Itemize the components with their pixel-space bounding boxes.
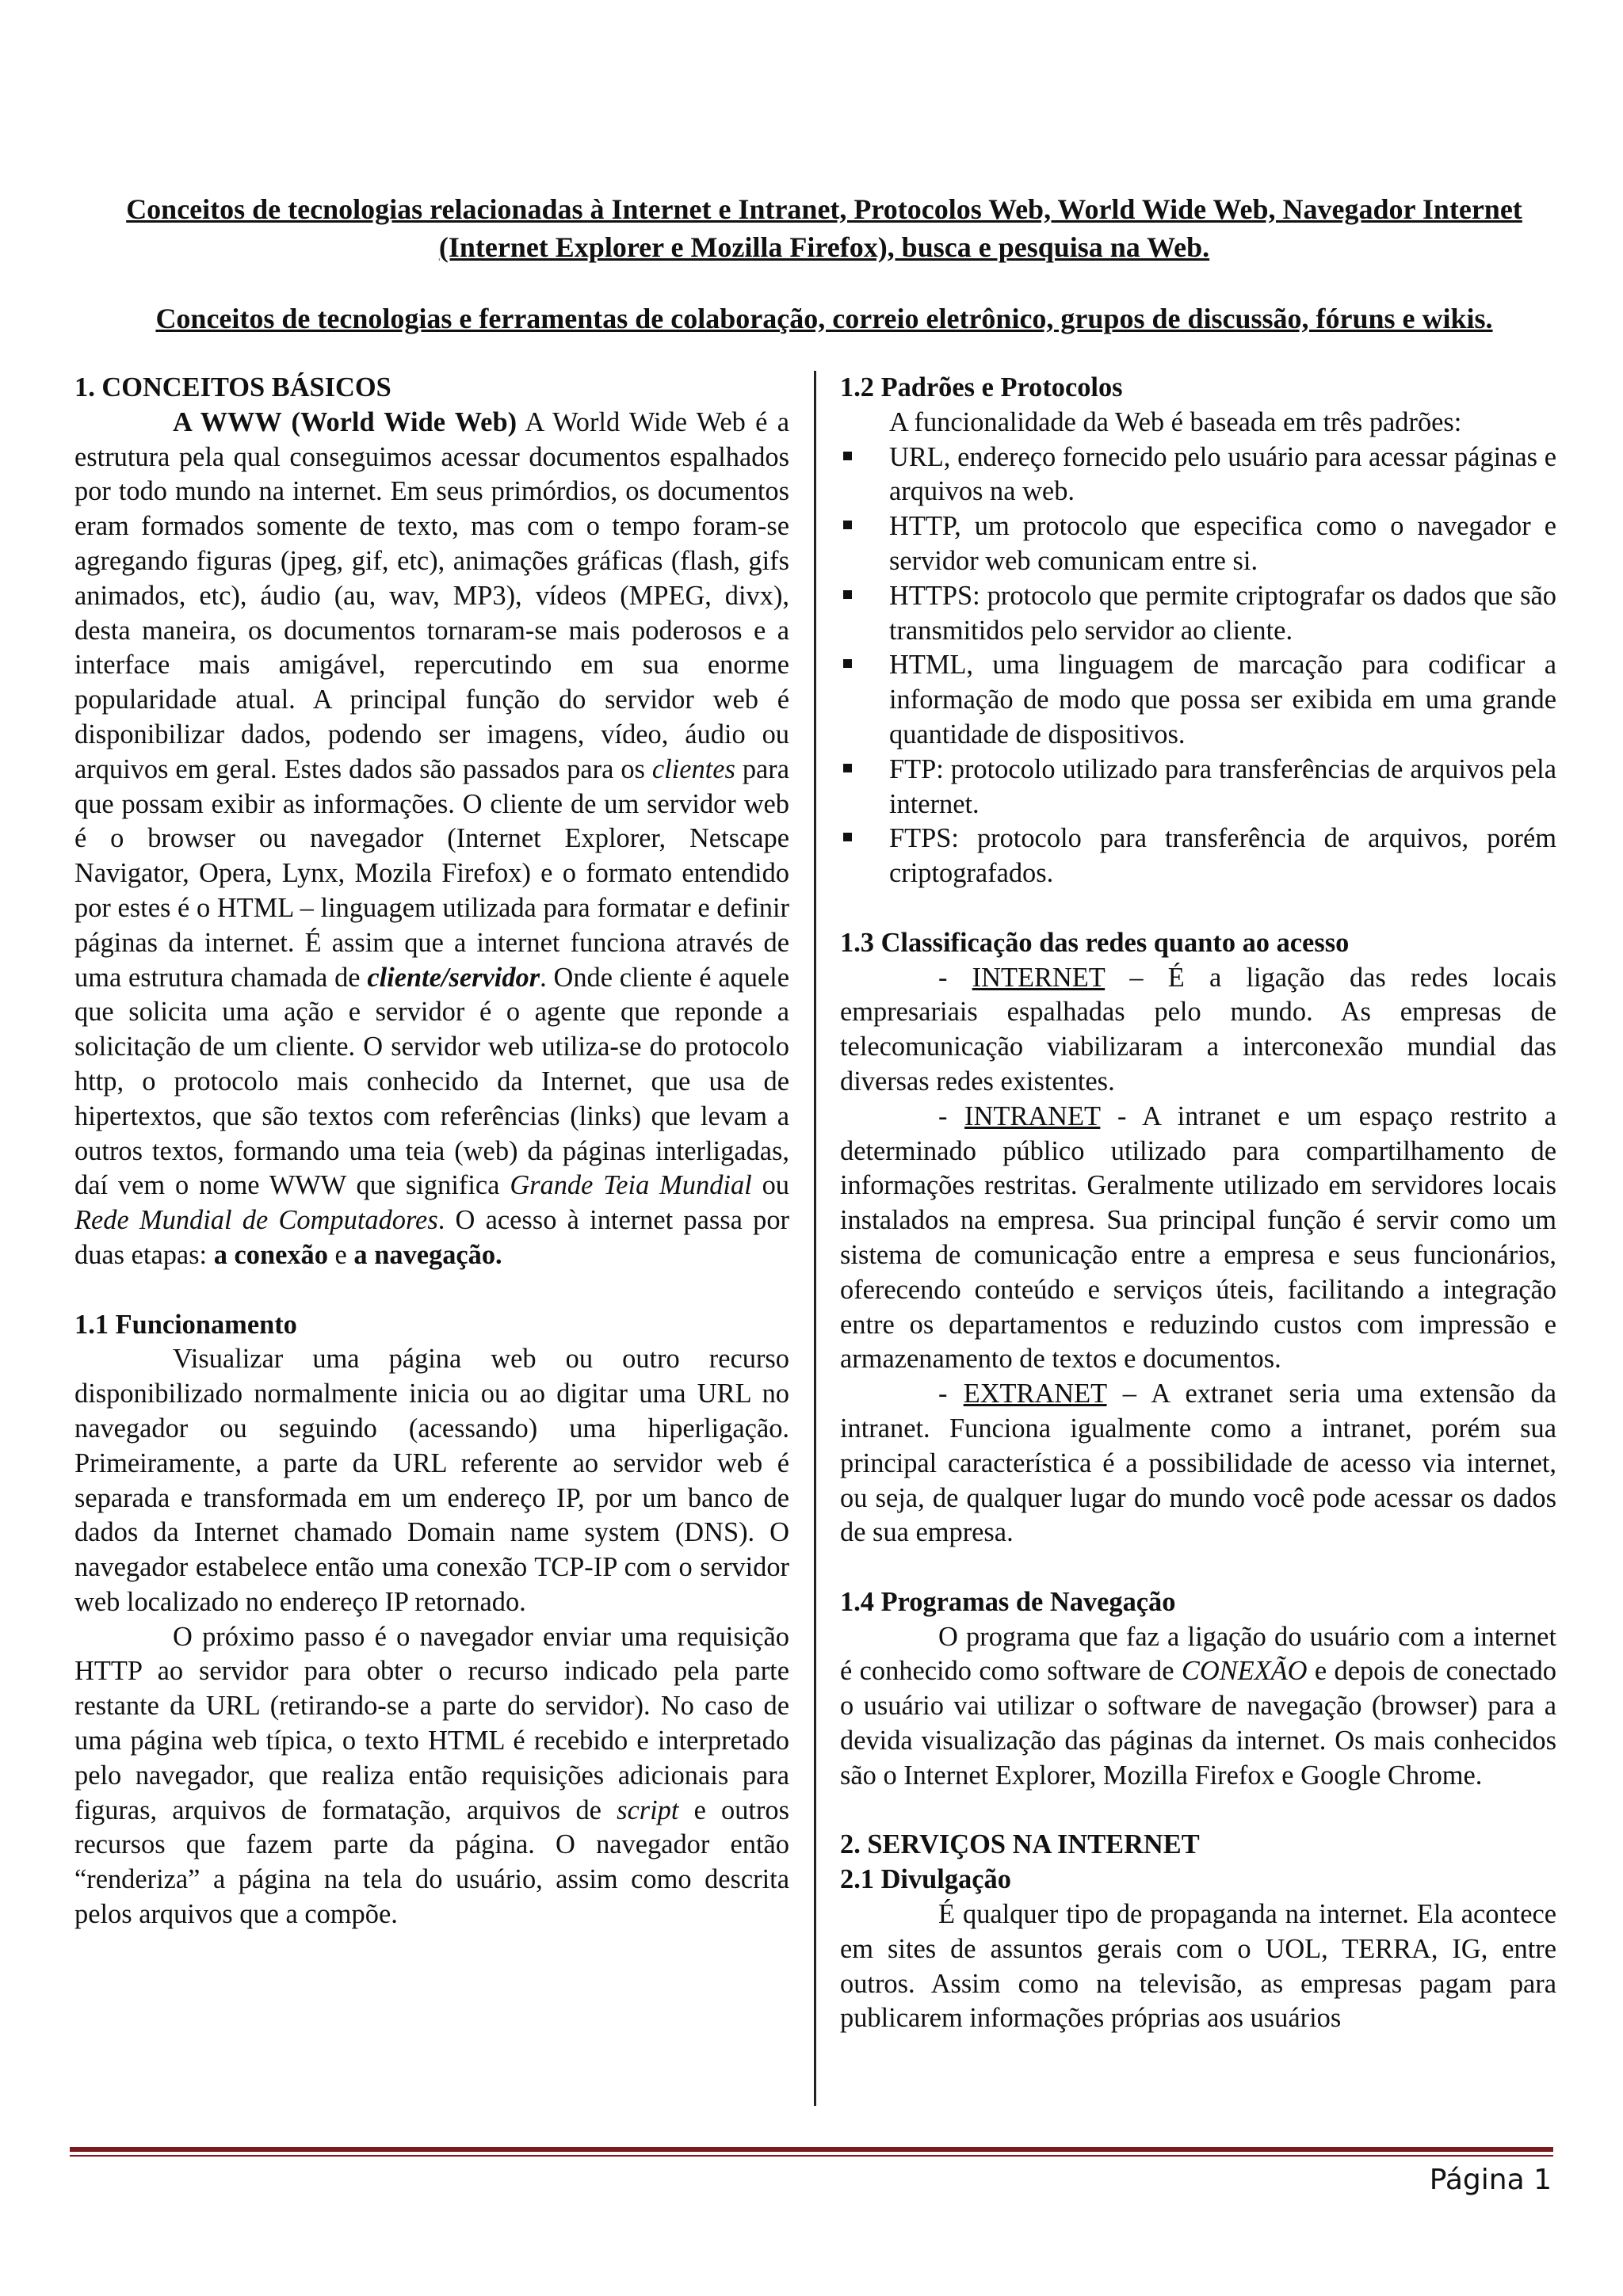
square-bullet-icon [843,764,852,772]
list-item-text: URL, endereço fornecido pelo usuário para acessar páginas e arquivos na web. [889,441,1556,507]
conexao-caps-term: CONEXÃO [1181,1656,1308,1687]
extranet-term: EXTRANET [963,1379,1107,1409]
navegacao-term: a navegação. [353,1239,502,1270]
section-1-2-title: 1.2 Padrões e Protocolos [840,372,1123,402]
text-run: A World Wide Web é a estrutura pela qual conseguimos acessar documentos espalhados por todo mundo na internet. Em seus primórdios, os documentos eram formados somente de texto, mas com o tempo foram-se agregando figuras (jpeg, gif, etc), animações gráficas (flash, gifs animados, etc), áudio (au, wav, MP3), vídeos (MPEG, divx), desta maneira, os documentos tornaram-se mais poderosos e a interface mais amigável, repercutindo em sua enorme popularidade atual. A principal função do servidor web é disponibilizar dados, podendo ser imagens, vídeo, áudio ou arquivos em geral. Estes dados são passados para os [74,406,789,784]
internet-term: INTERNET [972,962,1106,993]
intranet-term: INTRANET [964,1100,1101,1131]
list-item-text: HTML, uma linguagem de marcação para codificar a informação de modo que possa ser exibida em uma grande quantidade de dispositivos. [889,650,1556,749]
square-bullet-icon [843,833,852,841]
section-2-title: 2. SERVIÇOS NA INTERNET [840,1829,1200,1860]
rede-mundial-term: Rede Mundial de Computadores [74,1205,438,1236]
cliente-servidor-term: cliente/servidor [367,962,540,993]
section-1-title: 1. CONCEITOS BÁSICOS [74,372,391,402]
spacer [74,1273,789,1308]
text-run: e [327,1239,354,1270]
square-bullet-icon [843,452,852,460]
section-1-3-title: 1.3 Classificação das redes quanto ao acesso [840,927,1350,958]
script-term: script [617,1794,679,1825]
spacer [840,1550,1556,1585]
text-run: – A extranet seria uma extensão da intranet. Funciona igualmente como a intranet, porém sua principal característica é a possibilidade de acesso via internet, ou seja, de qualquer lugar do mundo você pode acessar os dados de sua empresa. [840,1379,1556,1548]
list-item-text: FTPS: protocolo para transferência de arquivos, porém criptografados. [889,823,1556,889]
clientes-term: clientes [651,753,735,784]
protocol-list [840,441,1556,891]
text-run: ou [751,1170,789,1201]
list-item [840,822,1556,891]
section-1-4-title: 1.4 Programas de Navegação [840,1586,1176,1617]
section-1-2-intro: A funcionalidade da Web é baseada em três padrões: [889,406,1462,437]
list-item [840,648,1556,752]
section-1-1-title: 1.1 Funcionamento [74,1309,297,1340]
column-divider [814,371,816,2106]
right-column [840,371,1556,2036]
section-2-1-title: 2.1 Divulgação [840,1864,1011,1895]
page-heading-1: Conceitos de tecnologias relacionadas à Internet e Intranet, Protocolos Web, World Wide Web, Navegador Internet (Internet Explorer e Mozilla Firefox), busca e pesquisa na Web. [126,193,1522,263]
text-run: O programa que faz a ligação do usuário com a internet é conhecido como software de [840,1621,1556,1687]
extranet-paragraph [840,1377,1556,1550]
list-item-text: HTTP, um protocolo que especifica como o navegador e servidor web comunicam entre si. [889,511,1556,576]
text-run: - [938,962,972,993]
text-run: . O acesso à internet passa por duas etapas: [74,1205,789,1270]
list-item [840,579,1556,649]
section-1-1-paragraph-2 [74,1620,789,1932]
spacer [840,891,1556,926]
text-run: – É a ligação das redes locais empresariais espalhadas pelo mundo. As empresas de telecomunicação viabilizaram a interconexão mundial das diversas redes existentes. [840,962,1556,1097]
section-2-1-paragraph: É qualquer tipo de propaganda na internet. Ela acontece em sites de assuntos gerais com o UOL, TERRA, IG, entre outros. Assim como na televisão, as empresas pagam para publicarem informações próprias aos usuários [840,1899,1556,2034]
list-item [840,509,1556,579]
text-run: . Onde cliente é aquele que solicita uma ação e servidor é o agente que reponde a solicitação de um cliente. O servidor web utiliza-se do protocolo http, o protocolo mais conhecido da Internet, que usa de hipertextos, que são textos com referências (links) que levam a outros textos, formando uma teia (web) da páginas interligadas, daí vem o nome WWW que significa [74,962,790,1201]
spacer [840,1794,1556,1829]
text-run: O próximo passo é o navegador enviar uma requisição HTTP ao servidor para obter o recurso indicado pela parte restante da URL (retirando-se a parte do servidor). No caso de uma página web típica, o texto HTML é recebido e interpretado pelo navegador, que realiza então requisições adicionais para figuras, arquivos de formatação, arquivos de [74,1621,789,1825]
text-run: e outros recursos que fazem parte da página. O navegador então “renderiza” a página na tela do usuário, assim como descrita pelos arquivos que a compõe. [74,1794,789,1930]
square-bullet-icon [843,659,852,668]
page-number: Página 1 [1429,2164,1552,2196]
section-1-1-paragraph-1: Visualizar uma página web ou outro recurso disponibilizado normalmente inicia ou ao digitar uma URL no navegador ou seguindo (acessando) uma hiperligação. Primeiramente, a parte da URL referente ao servidor web é separada e transformada em um endereço IP, por um banco de dados da Internet chamado Domain name system (DNS). O navegador estabelece então uma conexão TCP-IP com o servidor web localizado no endereço IP retornado. [74,1344,789,1617]
left-column [74,371,789,1932]
square-bullet-icon [843,590,852,599]
internet-paragraph [840,961,1556,1100]
square-bullet-icon [843,521,852,529]
list-item [840,441,1556,510]
intranet-paragraph [840,1100,1556,1377]
text-run: - [938,1379,964,1409]
conexao-term: a conexão [213,1239,328,1270]
footer-rule-thin [70,2155,1553,2157]
text-run: para que possam exibir as informações. O cliente de um servidor web é o browser ou navegador (Internet Explorer, Netscape Navigator, Opera, Lynx, Mozila Firefox) e o formato entendido por estes é o HTML – linguagem utilizada para formatar e definir páginas da internet. É assim que a internet funciona através de uma estrutura chamada de [74,753,789,993]
section-1-paragraph [74,406,789,1273]
text-run: - A intranet e um espaço restrito a determinado público utilizado para compartilhamento de informações restritas. Geralmente utilizado em servidores locais instalados na empresa. Sua principal função é servir como um sistema de comunicação entre a empresa e seus funcionários, oferecendo conteúdo e serviços úteis, facilitando a integração entre os departamentos e reduzindo custos com impressão e armazenamento de textos e documentos. [840,1100,1556,1375]
footer-rule [70,2147,1553,2152]
text-run: - [938,1100,965,1131]
section-1-4-paragraph [840,1620,1556,1794]
grande-teia-term: Grande Teia Mundial [510,1170,752,1201]
list-item [840,753,1556,822]
text-run: e depois de conectado o usuário vai utilizar o software de navegação (browser) para a devida visualização das páginas da internet. Os mais conhecidos são o Internet Explorer, Mozilla Firefox e Google Chrome. [840,1656,1557,1791]
page-heading-2: Conceitos de tecnologias e ferramentas de colaboração, correio eletrônico, grupos de discussão, fóruns e wikis. [155,303,1493,334]
list-item-text: HTTPS: protocolo que permite criptografar os dados que são transmitidos pelo servidor ao cliente. [889,580,1556,646]
www-term: A WWW (World Wide Web) [173,406,517,437]
list-item-text: FTP: protocolo utilizado para transferências de arquivos pela internet. [889,753,1556,819]
